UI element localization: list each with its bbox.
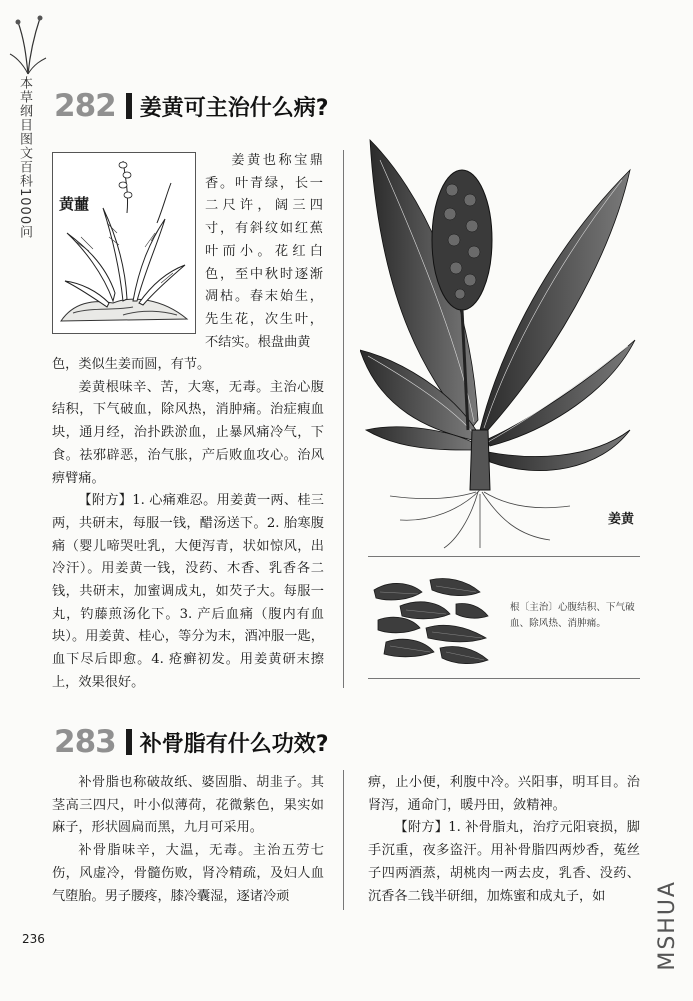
paragraph-283-properties: 补骨脂味辛，大温，无毒。主治五劳七伤，风虚冷，骨髓伤败，肾冷精疏，及妇人血气堕胎。男子腰疼，膝冷囊湿，逐诸冷顽 bbox=[52, 843, 324, 904]
section-heading-283 bbox=[54, 724, 328, 760]
section-number: 282 bbox=[54, 88, 116, 124]
paragraph-283-intro: 补骨脂也称破故纸、婆固脂、胡韭子。其茎高三四尺，叶小似薄荷，花微紫色，果实如麻子，形状圆扁而黑，九月可采用。 bbox=[52, 775, 324, 836]
dried-rhizome-image bbox=[370, 570, 492, 668]
section-number: 283 bbox=[54, 724, 116, 760]
page-number: 236 bbox=[22, 932, 45, 946]
paragraph-283-properties-cont: 痹，止小便，利腹中冷。兴阳事，明耳目。治肾泻，通命门，暖丹田，敛精神。 bbox=[368, 775, 640, 813]
section-title: 姜黄可主治什么病? bbox=[139, 95, 329, 121]
turmeric-plant-illustration bbox=[360, 130, 638, 550]
woodcut-illustration bbox=[52, 152, 196, 334]
watermark: MSHUA bbox=[655, 880, 680, 971]
turmeric-woodcut-icon bbox=[53, 153, 195, 333]
section-heading-282 bbox=[54, 88, 328, 124]
column-divider bbox=[343, 150, 344, 688]
plant-caption: 姜黄 bbox=[608, 512, 635, 527]
column-283-right bbox=[368, 772, 640, 908]
paragraph-282-properties: 姜黄根味辛、苦，大寒，无毒。主治心腹结积，下气破血，除风热，消肿痛。治症瘕血块，通月经，治扑跌淤血，止暴风痛冷气，下食。祛邪辟恶，治气胀，产后败血攻心。治风痹臂痛。 bbox=[52, 379, 324, 486]
orchid-sprig-icon bbox=[8, 14, 48, 76]
paragraph-282-intro-cont: 色，类似生姜而圆，有节。 bbox=[52, 357, 211, 372]
paragraph-282-prescriptions: 【附方】1. 心痛难忍。用姜黄一两、桂三两，共研末，每服一钱，醋汤送下。2. 胎寒腹痛（婴儿啼哭吐乳，大便泻青，状如惊风，出冷汗）。用姜黄一钱，没药、木香、乳香各二钱，共研末，加蜜调成丸，如芡子大。每服一丸，钓藤煎汤化下。3. 产后血痛（腹内有血块）。用姜黄、桂心，等分为末，酒冲服一匙，血下尽后即愈。4. 疮癣初发。用姜黄研末擦上，效果很好。 bbox=[52, 493, 324, 690]
heading-bar bbox=[126, 729, 132, 755]
divider-line bbox=[368, 678, 640, 679]
paragraph-283-prescriptions: 【附方】1. 补骨脂丸，治疗元阳衰损，脚手沉重，夜多盗汗。用补骨脂四两炒香，菟丝子四两酒蒸，胡桃肉一两去皮，乳香、没药、沉香各二钱半研细，加炼蜜和成丸子，如 bbox=[368, 820, 640, 904]
woodcut-caption: 黄蘁 bbox=[59, 195, 90, 213]
book-side-title: 本草纲目图文百科1000问 bbox=[17, 76, 32, 240]
heading-bar bbox=[126, 93, 132, 119]
divider-line bbox=[368, 556, 640, 557]
column-283-left bbox=[52, 772, 324, 908]
root-note: 根〔主治〕心腹结积、下气破血、除风热、消肿痛。 bbox=[510, 602, 635, 629]
paragraph-282-intro: 姜黄也称宝鼎香。叶青绿，长一二尺许，阔三四寸，有斜纹如红蕉叶而小。花红白色，至中秋时逐渐凋枯。春末始生，先生花，次生叶，不结实。根盘曲黄 bbox=[205, 153, 323, 350]
text-block-282 bbox=[52, 354, 324, 695]
section-title: 补骨脂有什么功效? bbox=[139, 731, 329, 757]
column-divider bbox=[343, 770, 344, 910]
